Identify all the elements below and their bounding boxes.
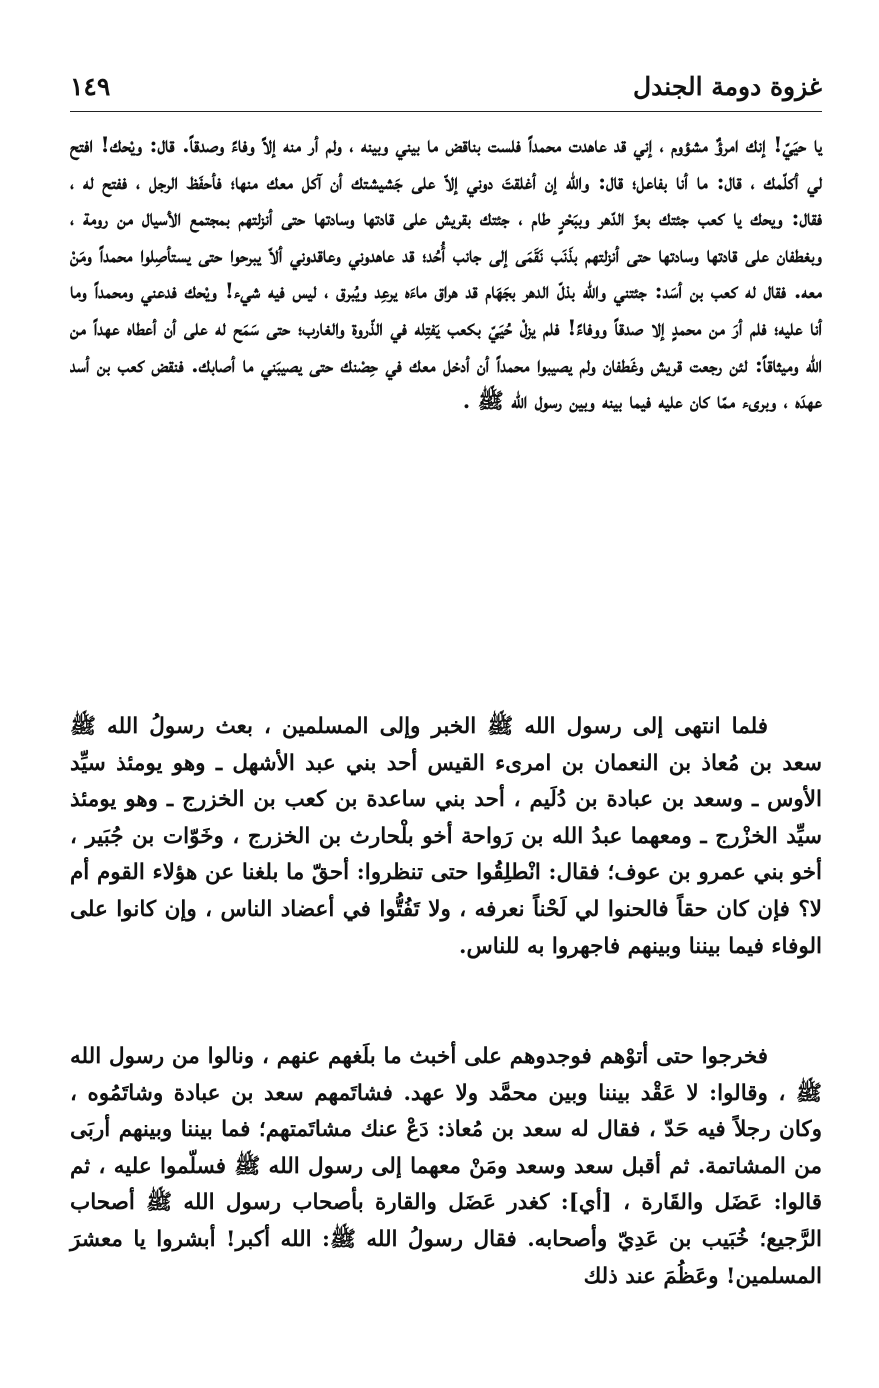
paragraph-1: يا حيَيّ! إنك امرؤٌ مشؤوم ، إني قد عاهدت محمداً فلست بناقض ما بيني وبينه ، ولم أر منه إلاً وفاءً وصدقاً. قال: ويْحك! افتح لي أكلّمك ، قال: ما أنا بفاعل؛ قال: والله إن أغلقتَ دوني إلاّ على جَشيشتك أن آكل معك منها؛ فأحفَظ الرجل ، ففتح له ، فقال: ويحك يا كعب جئتك بعزّ الدّهر وببَحْرٍ طام ، جئتك بقريش على قادتها وسادتها حتى أنزلتهم بمجتمع الأسيال من رومة ، وبغطفان على قادتها وسادتها حتى أنزلتهم بذَنَب نَقَمَى إلى جانب أُحُد؛ قد عاهدوني وعاقدوني ألاّ يبرحوا حتى يستأصِلوا محمداً ومَنْ معه. فقال له كعب بن أسَد: جئتني والله بذلّ الدهر بجَهَام قد هراق ماءَه يرعِد ويُبرق ، ليس فيه شيء! ويْحك فدعني ومحمداً وما أنا عليه؛ فلم أرَ من محمدٍ إلا صدقاً ووفاءً! فلم يزلْ حُيَيّ بكعب يَفتِله في الذّروة والغارب؛ حتى سَمَح له على أن أعطاه عهداً من الله وميثاقاً: لئن رجعت قريش وغَطفان ولم يصيبوا محمداً أن أدخل معك في حِصْنك حتى يصيبَني ما أصابك. فنقض كعب بن أسد عهدَه ، وبرىء ممّا كان عليه فيما بينه وبين رسول الله ﷺ . — [70, 133, 822, 415]
page-header — [70, 68, 822, 112]
paragraph-3: فخرجوا حتى أتوْهم فوجدوهم على أخبث ما بلَغهم عنهم ، ونالوا من رسول الله ﷺ ، وقالوا: لا عَقْد بيننا وبين محمَّد ولا عهد. فشاتَمهم سعد بن عبادة وشاتَمُوه ، وكان رجلاً فيه حَدّ ، فقال له سعد بن مُعاذ: دَعْ عنك مشاتَمتهم؛ فما بيننا وبينهم أربَى من المشاتمة. ثم أقبل سعد وسعد ومَنْ معهما إلى رسول الله ﷺ فسلّموا عليه ، ثم قالوا: عَضَل والقَارة ، [أي]: كغدر عَضَل والقارة بأصحاب رسول الله ﷺ أصحاب الرَّجيع؛ خُبَيب بن عَدِيّ وأصحابه. فقال رسولُ الله ﷺ: الله أكبر! أبشروا يا معشرَ المسلمين! وعَظُمَ عند ذلك — [70, 1044, 822, 1289]
running-title: غزوة دومة الجندل — [633, 72, 822, 101]
page-body — [70, 128, 822, 1332]
paragraph-2: فلما انتهى إلى رسول الله ﷺ الخبر وإلى المسلمين ، بعث رسولُ الله ﷺ سعد بن مُعاذ بن النعمان بن امرىء القيس أحد بني عبد الأشهل ـ وهو يومئذ سيِّد الأوس ـ وسعد بن عبادة بن دُلَيم ، أحد بني ساعدة بن كعب بن الخزرج ـ وهو يومئذ سيِّد الخزْرج ـ ومعهما عبدُ الله بن رَواحة أخو بلْحارث بن الخزرج ، وخَوّات بن جُبَير ، أخو بني عمرو بن عوف؛ فقال: انْطلِقُوا حتى تنظروا: أحقّ ما بلغنا عن هؤلاء القوم أم لا؟ فإن كان حقاً فالحنوا لي لَحْناً نعرفه ، ولا تَفُتُّوا في أعضاد الناس ، وإن كانوا على الوفاء فيما بيننا وبينهم فاجهروا به للناس. — [70, 714, 822, 959]
page-number: ١٤٩ — [70, 72, 111, 101]
header-rule — [70, 111, 822, 112]
